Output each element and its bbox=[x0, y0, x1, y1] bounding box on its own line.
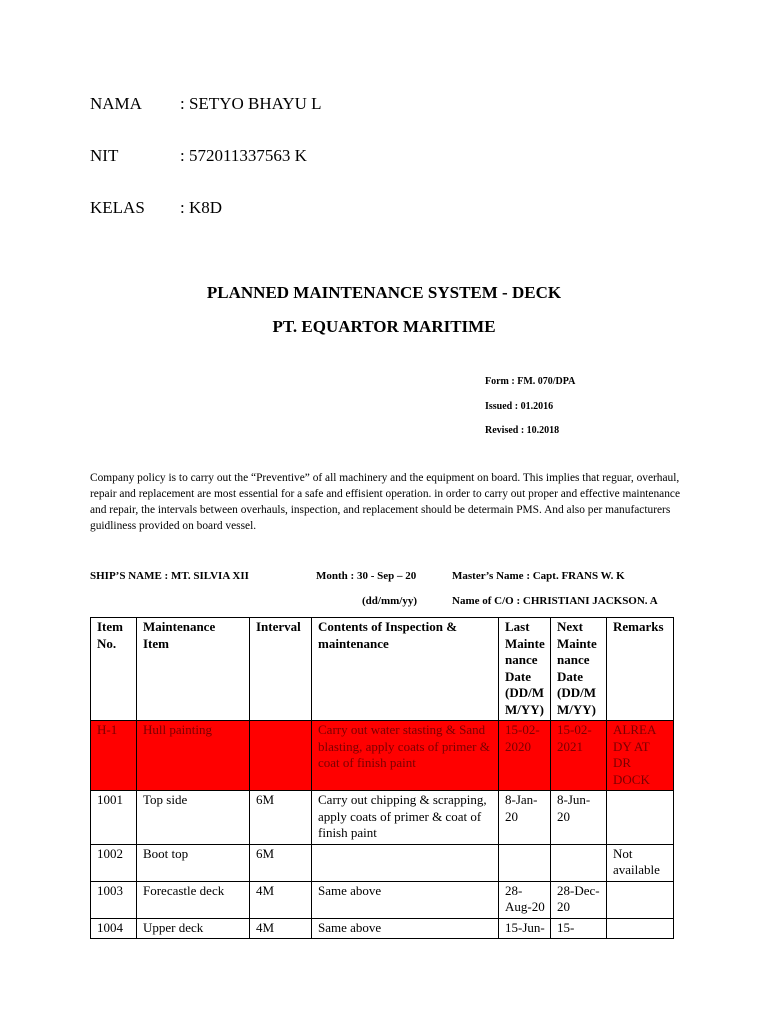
cell-last-date: 15-02-2020 bbox=[499, 721, 551, 791]
cell-contents: Same above bbox=[312, 918, 499, 939]
table-header-row bbox=[91, 618, 674, 721]
cell-contents bbox=[312, 844, 499, 881]
table-row bbox=[91, 791, 674, 845]
cell-contents: Carry out water stasting & Sand blasting, apply coats of primer & coat of finish paint bbox=[312, 721, 499, 791]
cell-remarks bbox=[607, 881, 674, 918]
cell-item-no: 1001 bbox=[91, 791, 137, 845]
cell-next-date bbox=[551, 844, 607, 881]
cell-remarks: ALREA DY AT DR DOCK bbox=[607, 721, 674, 791]
ship-name: SHIP’S NAME : MT. SILVIA XII bbox=[90, 570, 249, 582]
table-row bbox=[91, 918, 674, 939]
table-row bbox=[91, 881, 674, 918]
cell-item: Top side bbox=[137, 791, 250, 845]
class-label: KELAS bbox=[90, 198, 145, 217]
cell-remarks bbox=[607, 918, 674, 939]
header-remarks: Remarks bbox=[607, 618, 674, 721]
cell-contents: Carry out chipping & scrapping, apply coats of primer & coat of finish paint bbox=[312, 791, 499, 845]
cell-item: Hull painting bbox=[137, 721, 250, 791]
master-name: Master’s Name : Capt. FRANS W. K bbox=[452, 570, 625, 582]
month: Month : 30 - Sep – 20 bbox=[316, 570, 417, 582]
form-number: Form : FM. 070/DPA bbox=[485, 376, 576, 387]
policy-paragraph: Company policy is to carry out the “Preventive” of all machinery and the equipment on board. This implies that reguar, overhaul, repair and replacement are most essential for a safe and effisient operation. in order to carry out proper and effective maintenance and repair, the intervals between overhauls, inspection, and replacement should be determain PMS. And also per manufacturers guidliness provided on board vessel. bbox=[90, 472, 681, 532]
cell-interval bbox=[250, 721, 312, 791]
cell-item-no: 1003 bbox=[91, 881, 137, 918]
name-value: : SETYO BHAYU L bbox=[180, 94, 322, 113]
cell-item: Upper deck bbox=[137, 918, 250, 939]
cell-interval: 4M bbox=[250, 918, 312, 939]
header-interval: Interval bbox=[250, 618, 312, 721]
cell-next-date: 28-Dec-20 bbox=[551, 881, 607, 918]
nit-value: : 572011337563 K bbox=[180, 146, 307, 165]
revised-date: Revised : 10.2018 bbox=[485, 425, 560, 436]
name-label: NAMA bbox=[90, 94, 142, 113]
nit-label: NIT bbox=[90, 146, 119, 165]
cell-item-no: 1002 bbox=[91, 844, 137, 881]
header-last-date: Last Mainte nance Date (DD/M M/YY) bbox=[499, 618, 551, 721]
cell-contents: Same above bbox=[312, 881, 499, 918]
table-row bbox=[91, 721, 674, 791]
cell-interval: 6M bbox=[250, 791, 312, 845]
cell-next-date: 15-02-2021 bbox=[551, 721, 607, 791]
cell-last-date bbox=[499, 844, 551, 881]
cell-next-date: 8-Jun-20 bbox=[551, 791, 607, 845]
maintenance-table bbox=[90, 617, 674, 939]
cell-item: Boot top bbox=[137, 844, 250, 881]
header-item-no: Item No. bbox=[91, 618, 137, 721]
header-maintenance-item: Maintenance Item bbox=[137, 618, 250, 721]
cell-last-date: 15-Jun- bbox=[499, 918, 551, 939]
cell-interval: 6M bbox=[250, 844, 312, 881]
cell-remarks: Not available bbox=[607, 844, 674, 881]
cell-item-no: H-1 bbox=[91, 721, 137, 791]
date-format: (dd/mm/yy) bbox=[362, 595, 417, 607]
cell-item: Forecastle deck bbox=[137, 881, 250, 918]
cell-last-date: 8-Jan-20 bbox=[499, 791, 551, 845]
class-value: : K8D bbox=[180, 198, 223, 217]
cell-last-date: 28-Aug-20 bbox=[499, 881, 551, 918]
table-row bbox=[91, 844, 674, 881]
header-contents: Contents of Inspection & maintenance bbox=[312, 618, 499, 721]
cell-next-date: 15- bbox=[551, 918, 607, 939]
issued-date: Issued : 01.2016 bbox=[485, 401, 554, 412]
header-next-date: Next Mainte nance Date (DD/M M/YY) bbox=[551, 618, 607, 721]
cell-item-no: 1004 bbox=[91, 918, 137, 939]
document-title: PLANNED MAINTENANCE SYSTEM - DECK bbox=[206, 283, 562, 302]
company-title: PT. EQUARTOR MARITIME bbox=[272, 317, 496, 336]
cell-remarks bbox=[607, 791, 674, 845]
chief-officer-name: Name of C/O : CHRISTIANI JACKSON. A bbox=[452, 595, 658, 607]
cell-interval: 4M bbox=[250, 881, 312, 918]
